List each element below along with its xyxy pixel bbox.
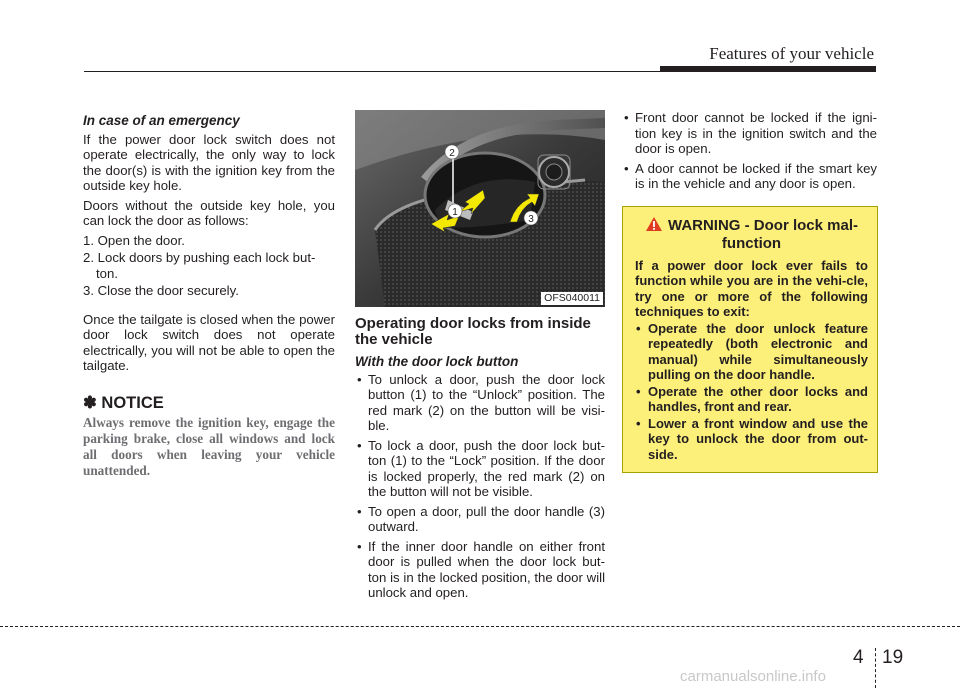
lock-steps-list [83, 233, 335, 299]
section-heading: Operating door locks from inside the vehicle [355, 315, 591, 348]
warning-bullet: • Lower a front window and use the key to unlock the door from out-side. [635, 416, 868, 463]
lock-step: 2. Lock doors by pushing each lock but-ton. [83, 250, 316, 281]
bullet-item: • To unlock a door, push the door lock button (1) to the “Unlock” position. The red mark (2) on the button will be visi-ble. [355, 372, 605, 434]
warning-bullet: • Operate the door unlock feature repeatedly (both electronic and manual) while simultaneously pulling on the door handle. [635, 321, 868, 383]
bullet-item: • Front door cannot be locked if the igni-tion key is in the ignition switch and the door is open. [622, 110, 877, 157]
column-left [83, 110, 335, 479]
warning-title-line-1: WARNING - Door lock mal- [667, 216, 858, 234]
subsection-heading: With the door lock button [355, 354, 519, 369]
footer-divider [875, 648, 876, 688]
figure-code: OFS040011 [541, 292, 603, 305]
header-rule [84, 71, 876, 72]
svg-text:2: 2 [449, 148, 455, 159]
emergency-paragraph-2: Doors without the outside key hole, you can lock the door as follows: [83, 197, 335, 228]
warning-box [622, 206, 878, 474]
warning-bullets [635, 321, 868, 463]
bullet-item: • If the inner door handle on either front door is pulled when the door lock but-ton is in the locked position, the door will unlock and open. [355, 539, 605, 601]
callout-2 [445, 145, 459, 159]
door-lock-figure [355, 110, 605, 307]
lock-step: 3. Close the door securely. [83, 283, 239, 298]
bullet-item: • To open a door, pull the door handle (3) outward. [355, 504, 605, 535]
column-middle [355, 110, 605, 605]
notice-star-icon: ✽ [83, 393, 97, 412]
svg-text:1: 1 [452, 207, 458, 218]
emergency-heading: In case of an emergency [83, 113, 240, 128]
tailgate-paragraph: Once the tailgate is closed when the power door lock switch does not operate electrically, you will not be able to open the tailgate. [83, 311, 335, 373]
watermark: carmanualsonline.info [680, 668, 826, 685]
warning-bullet: • Operate the other door locks and handles, front and rear. [635, 384, 868, 415]
svg-text:3: 3 [528, 214, 534, 225]
warning-triangle-icon [645, 216, 663, 236]
bullet-item: • To lock a door, push the door lock but-ton (1) to the “Lock” position. If the door is locked properly, the red mark (2) on the button will not be visible. [355, 438, 605, 500]
door-panel-photo [355, 110, 605, 307]
warning-title [635, 216, 868, 252]
door-lock-bullets [355, 372, 605, 601]
callout-3 [524, 211, 538, 225]
callout-1 [448, 204, 462, 218]
notice-title-text: NOTICE [101, 393, 164, 412]
emergency-paragraph-1: If the power door lock switch does not operate electrically, the only way to lock the door(s) is with the ignition key from the outside key hole. [83, 131, 335, 193]
running-header-title: Features of your vehicle [709, 44, 874, 63]
lock-step: 1. Open the door. [83, 232, 185, 248]
warning-body [635, 258, 868, 463]
notice-body: Always remove the ignition key, engage the parking brake, close all windows and lock all doors when leaving your vehicle unattended. [83, 415, 335, 478]
chapter-number: 4 [853, 647, 864, 668]
footer-rule [0, 626, 960, 627]
column-right [622, 110, 877, 473]
warning-title-line-2: function [721, 234, 782, 252]
notice-heading [83, 393, 335, 412]
warning-intro: If a power door lock ever fails to function while you are in the vehi-cle, try one or more of the following techniques to exit: [635, 257, 868, 319]
lock-condition-bullets [622, 110, 877, 192]
page-number: 19 [882, 647, 904, 668]
bullet-item: • A door cannot be locked if the smart key is in the vehicle and any door is open. [622, 161, 877, 192]
